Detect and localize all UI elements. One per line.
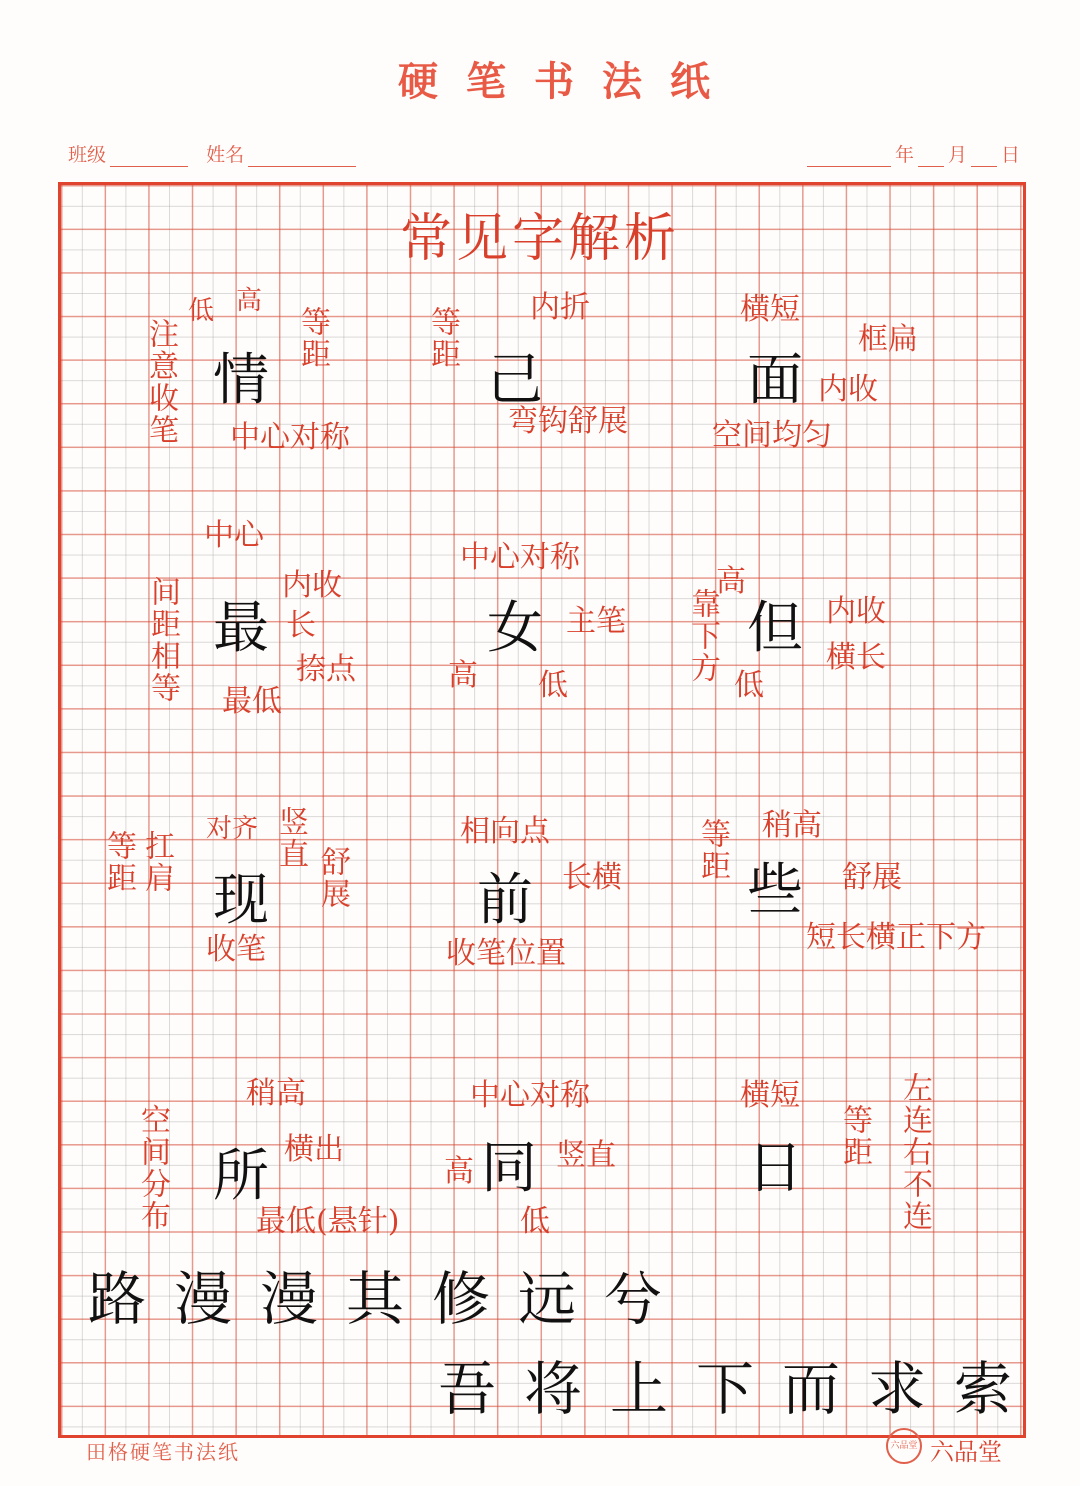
annotation: 高 — [716, 564, 746, 599]
annotation: 等距 — [295, 306, 330, 370]
annotation: 中心对称 — [230, 420, 350, 455]
name-label: 姓名 — [206, 144, 245, 166]
annotation: 等距 — [837, 1104, 872, 1168]
annotation: 横短 — [740, 292, 800, 327]
annotation: 左连右不连 — [897, 1072, 932, 1232]
day-field[interactable] — [971, 148, 997, 167]
annotation: 框扁 — [858, 322, 918, 357]
annotation: 弯钩舒展 — [508, 404, 628, 439]
annotation: 横短 — [740, 1078, 800, 1113]
annotation: 扛肩 — [139, 830, 174, 894]
annotation: 低 — [734, 668, 764, 703]
annotation: 注意收笔 — [143, 318, 178, 446]
poem-char: 吾 — [437, 1355, 496, 1423]
annotation: 最低(悬针) — [256, 1204, 400, 1239]
annotation: 捺点 — [296, 652, 356, 687]
annotation: 相向点 — [460, 814, 550, 849]
annotation: 竖直 — [273, 806, 308, 870]
annotation: 中心对称 — [460, 540, 580, 575]
annotation: 高 — [444, 1154, 474, 1189]
annotation: 等距 — [101, 830, 136, 894]
poem-char: 兮 — [603, 1265, 662, 1333]
annotation: 舒展 — [842, 860, 902, 895]
class-label: 班级 — [68, 144, 107, 166]
annotation: 竖直 — [556, 1138, 616, 1173]
annotation: 长 — [286, 608, 316, 643]
poem-line-1 — [74, 1252, 676, 1336]
practice-char: 女 — [487, 596, 543, 661]
annotation: 主笔 — [566, 604, 626, 639]
annotation: 舒展 — [315, 846, 350, 910]
annotation: 间距相等 — [145, 576, 180, 704]
seal-icon: 六品堂 — [886, 1428, 922, 1464]
page-title: 硬笔书法纸 — [398, 58, 738, 105]
annotation: 低 — [520, 1204, 550, 1239]
annotation: 空间均匀 — [712, 418, 832, 453]
annotation: 空间分布 — [135, 1104, 170, 1232]
annotation: 最低 — [222, 684, 282, 719]
annotation: 长横 — [562, 860, 622, 895]
annotation: 短长横正下方 — [806, 920, 986, 955]
annotation: 内折 — [530, 290, 590, 325]
practice-char: 前 — [477, 868, 533, 933]
poem-char: 路 — [87, 1265, 146, 1333]
poem-char: 而 — [781, 1355, 840, 1423]
footer-paper-name: 田格硬笔书法纸 — [86, 1440, 240, 1464]
annotation: 稍高 — [762, 808, 822, 843]
poem-char: 求 — [867, 1355, 926, 1423]
practice-char: 但 — [747, 596, 803, 661]
date-info — [803, 140, 1020, 167]
poem-char: 上 — [609, 1355, 668, 1423]
year-label: 年 — [894, 144, 914, 166]
poem-char: 下 — [695, 1355, 754, 1423]
practice-char: 所 — [213, 1144, 269, 1209]
annotation: 中心对称 — [470, 1078, 590, 1113]
brand-logo — [886, 1428, 1026, 1468]
annotation: 收笔 — [206, 932, 266, 967]
annotation: 高 — [448, 658, 478, 693]
practice-char: 些 — [747, 858, 803, 923]
practice-char: 现 — [213, 868, 269, 933]
annotation: 内收 — [826, 594, 886, 629]
year-field[interactable] — [807, 148, 891, 167]
annotation: 高 — [236, 286, 263, 316]
annotation: 稍高 — [246, 1076, 306, 1111]
student-info — [68, 140, 360, 167]
poem-char: 修 — [431, 1265, 490, 1333]
month-field[interactable] — [918, 148, 944, 167]
annotation: 收笔位置 — [446, 936, 566, 971]
month-label: 月 — [947, 144, 967, 166]
poem-char: 漫 — [173, 1265, 232, 1333]
poem-char: 将 — [523, 1355, 582, 1423]
poem-line-2 — [424, 1342, 1026, 1426]
practice-char: 日 — [747, 1136, 803, 1201]
annotation: 等距 — [425, 306, 460, 370]
class-field[interactable] — [110, 148, 188, 167]
day-label: 日 — [1000, 144, 1020, 166]
annotation: 横出 — [284, 1132, 344, 1167]
annotation: 等距 — [695, 818, 730, 882]
sheet-title: 常见字解析 — [399, 209, 680, 269]
practice-char: 面 — [747, 348, 803, 413]
annotation: 中心 — [204, 518, 264, 553]
poem-char: 远 — [517, 1265, 576, 1333]
annotation: 内收 — [282, 568, 342, 603]
poem-char: 其 — [345, 1265, 404, 1333]
name-field[interactable] — [248, 148, 356, 167]
practice-char: 最 — [213, 596, 269, 661]
poem-char: 索 — [953, 1355, 1012, 1423]
annotation: 内收 — [818, 372, 878, 407]
practice-char: 己 — [487, 348, 543, 413]
annotation: 横长 — [826, 640, 886, 675]
brand-name: 六品堂 — [930, 1438, 1002, 1466]
practice-char: 情 — [213, 348, 269, 413]
annotation: 低 — [188, 296, 215, 326]
annotation: 对齐 — [206, 814, 259, 844]
poem-char: 漫 — [259, 1265, 318, 1333]
annotation: 低 — [538, 668, 568, 703]
practice-char: 同 — [481, 1136, 537, 1201]
annotation: 靠下方 — [685, 588, 720, 684]
